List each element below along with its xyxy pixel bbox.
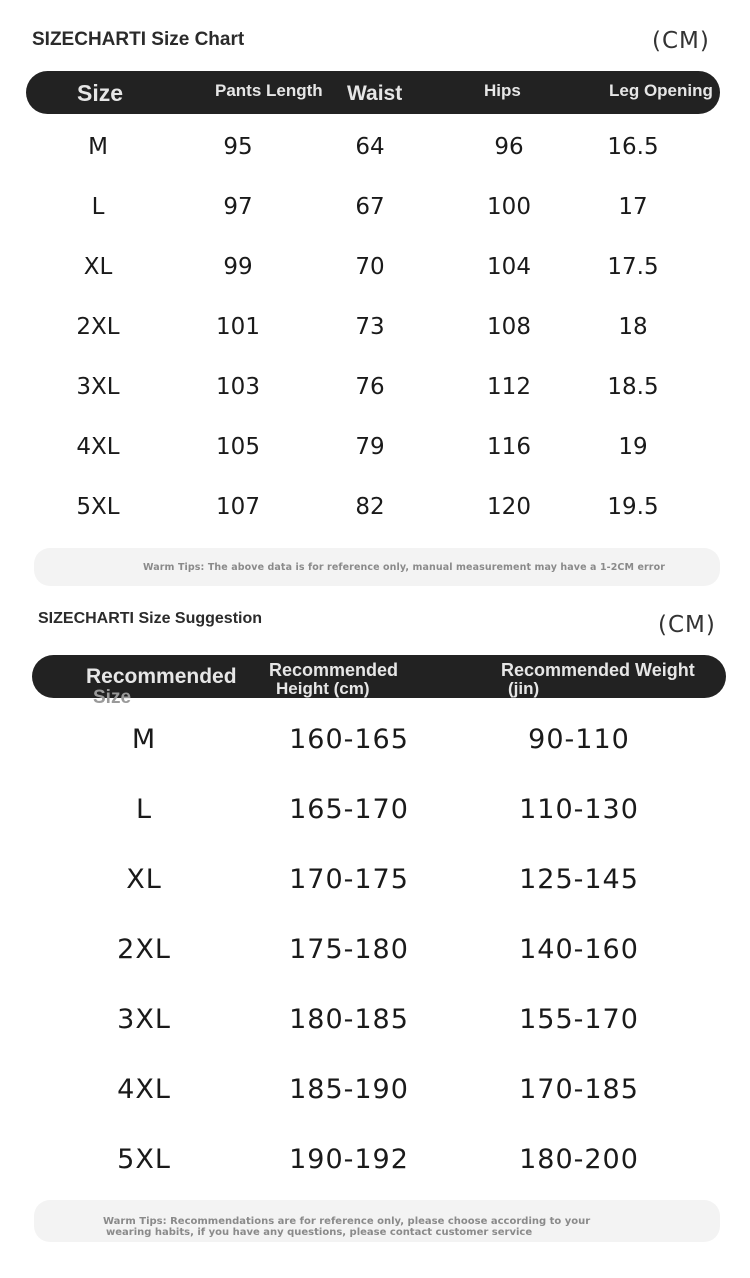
header-hips: Hips	[484, 81, 521, 100]
measurement-cell: 97	[223, 194, 253, 220]
header-recommended-height-line2: Height (cm)	[276, 679, 370, 698]
measurement-cell: 76	[355, 374, 385, 400]
measurement-cell: 17.5	[607, 254, 659, 280]
measurement-cell: 70	[355, 254, 385, 280]
suggestion-size-cell: 3XL	[117, 1004, 171, 1035]
suggestion-tip-line2: wearing habits, if you have any questions, please contact customer service	[106, 1227, 533, 1238]
measurement-cell: 99	[223, 254, 253, 280]
header-recommended-size-line2: Size	[93, 687, 132, 708]
size-cell: M	[88, 134, 108, 160]
measurement-cell: 73	[355, 314, 385, 340]
header-recommended-weight: Recommended Weight	[501, 660, 695, 680]
measurement-cell: 107	[216, 494, 260, 520]
measurement-cell: 101	[216, 314, 260, 340]
measurement-cell: 19.5	[607, 494, 659, 520]
suggestion-unit: (CM)	[658, 612, 716, 638]
measurement-cell: 82	[355, 494, 385, 520]
header-leg-opening: Leg Opening	[609, 81, 713, 100]
height-cell: 185-190	[289, 1074, 409, 1105]
measurement-cell: 18	[618, 314, 648, 340]
suggestion-size-cell: XL	[126, 864, 162, 895]
suggestion-size-cell: M	[131, 724, 157, 755]
suggestion-tip-line1: Warm Tips: Recommendations are for reference only, please choose according to your	[103, 1216, 591, 1227]
measurement-cell: 17	[618, 194, 648, 220]
header-recommended-weight-line2: (jin)	[508, 679, 540, 698]
weight-cell: 125-145	[519, 864, 639, 895]
measurement-cell: 100	[487, 194, 531, 220]
measurement-cell: 67	[355, 194, 385, 220]
height-cell: 170-175	[289, 864, 409, 895]
measurement-cell: 18.5	[607, 374, 659, 400]
measurement-cell: 96	[494, 134, 524, 160]
measurement-cell: 104	[487, 254, 531, 280]
suggestion-size-cell: 4XL	[117, 1074, 171, 1105]
measurement-cell: 79	[355, 434, 385, 460]
measurement-cell: 108	[487, 314, 531, 340]
weight-cell: 170-185	[519, 1074, 639, 1105]
header-size: Size	[77, 80, 124, 106]
size-chart-title: SIZECHARTI Size Chart	[32, 29, 245, 50]
header-recommended-height: Recommended	[269, 660, 399, 680]
measurement-cell: 19	[618, 434, 648, 460]
suggestion-size-cell: 5XL	[117, 1144, 171, 1175]
measurement-cell: 116	[487, 434, 531, 460]
measurement-cell: 120	[487, 494, 531, 520]
height-cell: 190-192	[289, 1144, 409, 1175]
suggestion-title: SIZECHARTI Size Suggestion	[38, 610, 263, 627]
weight-cell: 90-110	[528, 724, 630, 755]
header-pants-length: Pants Length	[215, 81, 323, 100]
size-cell: XL	[83, 254, 113, 280]
measurement-cell: 103	[216, 374, 260, 400]
size-cell: L	[91, 194, 105, 220]
weight-cell: 155-170	[519, 1004, 639, 1035]
weight-cell: 110-130	[519, 794, 639, 825]
height-cell: 160-165	[289, 724, 409, 755]
size-cell: 4XL	[76, 434, 120, 460]
size-chart-unit: (CM)	[652, 28, 710, 54]
height-cell: 165-170	[289, 794, 409, 825]
size-cell: 2XL	[76, 314, 120, 340]
measurement-cell: 95	[223, 134, 253, 160]
suggestion-size-cell: L	[135, 794, 153, 825]
suggestion-size-cell: 2XL	[117, 934, 171, 965]
measurement-cell: 105	[216, 434, 260, 460]
size-cell: 3XL	[76, 374, 120, 400]
size-cell: 5XL	[76, 494, 120, 520]
header-recommended-size: Recommended	[86, 665, 237, 688]
height-cell: 175-180	[289, 934, 409, 965]
measurement-cell: 16.5	[607, 134, 659, 160]
measurement-cell: 112	[487, 374, 531, 400]
size-chart-tip: Warm Tips: The above data is for reference only, manual measurement may have a 1-2CM error	[143, 562, 665, 573]
weight-cell: 180-200	[519, 1144, 639, 1175]
measurement-cell: 64	[355, 134, 385, 160]
weight-cell: 140-160	[519, 934, 639, 965]
height-cell: 180-185	[289, 1004, 409, 1035]
header-waist: Waist	[347, 82, 403, 105]
